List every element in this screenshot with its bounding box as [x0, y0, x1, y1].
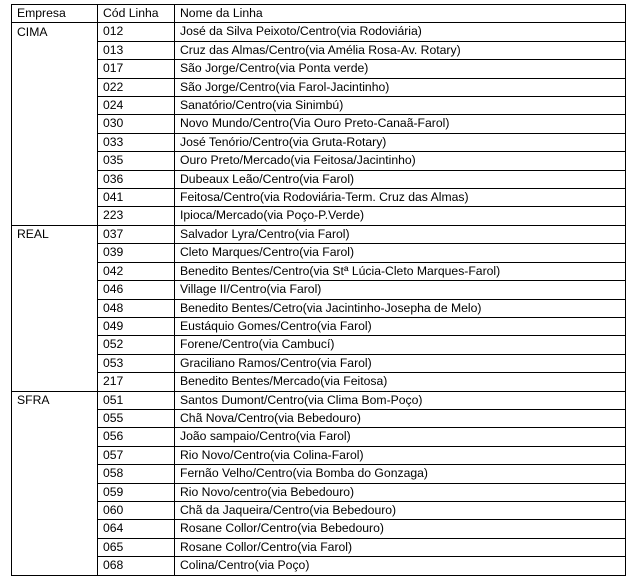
- line-name-cell: Benedito Bentes/Cetro(via Jacintinho-Josepha de Melo): [175, 299, 626, 317]
- table-row: [12, 78, 626, 96]
- company-cell: [12, 520, 98, 538]
- table-row: [12, 23, 626, 41]
- table-row: [12, 520, 626, 538]
- line-code-cell: 030: [98, 115, 175, 133]
- line-name-cell: Novo Mundo/Centro(Via Ouro Preto-Canaã-Farol): [175, 115, 626, 133]
- table-row: [12, 133, 626, 151]
- line-name-cell: Rio Novo/Centro(via Colina-Farol): [175, 446, 626, 464]
- line-name-cell: São Jorge/Centro(via Ponta verde): [175, 60, 626, 78]
- line-code-cell: 033: [98, 133, 175, 151]
- line-code-cell: 060: [98, 501, 175, 519]
- line-name-cell: Benedito Bentes/Centro(via Stª Lúcia-Cleto Marques-Farol): [175, 262, 626, 280]
- company-cell: [12, 557, 98, 575]
- line-code-cell: 017: [98, 60, 175, 78]
- line-name-cell: Rosane Collor/Centro(via Farol): [175, 538, 626, 556]
- table-row: [12, 391, 626, 409]
- line-name-cell: Forene/Centro(via Cambucí): [175, 336, 626, 354]
- line-code-cell: 065: [98, 538, 175, 556]
- company-cell: [12, 189, 98, 207]
- company-cell: [12, 244, 98, 262]
- line-code-cell: 059: [98, 483, 175, 501]
- table-row: [12, 446, 626, 464]
- header-line-name: Nome da Linha: [175, 5, 626, 23]
- line-name-cell: São Jorge/Centro(via Farol-Jacintinho): [175, 78, 626, 96]
- table-row: [12, 501, 626, 519]
- line-code-cell: 036: [98, 170, 175, 188]
- line-code-cell: 052: [98, 336, 175, 354]
- line-code-cell: 035: [98, 152, 175, 170]
- company-cell: REAL: [12, 225, 98, 243]
- table-header-row: [12, 5, 626, 23]
- line-code-cell: 051: [98, 391, 175, 409]
- line-code-cell: 046: [98, 281, 175, 299]
- line-code-cell: 048: [98, 299, 175, 317]
- table-row: [12, 60, 626, 78]
- table-row: [12, 189, 626, 207]
- company-cell: CIMA: [12, 23, 98, 41]
- company-cell: [12, 262, 98, 280]
- table-row: [12, 262, 626, 280]
- table-body: [12, 23, 626, 575]
- line-name-cell: Colina/Centro(via Poço): [175, 557, 626, 575]
- table-row: [12, 41, 626, 59]
- company-cell: [12, 97, 98, 115]
- line-code-cell: 037: [98, 225, 175, 243]
- company-cell: [12, 446, 98, 464]
- line-name-cell: Feitosa/Centro(via Rodoviária-Term. Cruz das Almas): [175, 189, 626, 207]
- company-cell: [12, 78, 98, 96]
- table-row: [12, 152, 626, 170]
- line-name-cell: Ouro Preto/Mercado(via Feitosa/Jacintinho): [175, 152, 626, 170]
- company-cell: [12, 428, 98, 446]
- table-row: [12, 244, 626, 262]
- line-name-cell: Chã Nova/Centro(via Bebedouro): [175, 409, 626, 427]
- company-cell: [12, 299, 98, 317]
- company-cell: [12, 60, 98, 78]
- company-cell: [12, 336, 98, 354]
- table-row: [12, 557, 626, 575]
- company-cell: [12, 538, 98, 556]
- line-code-cell: 013: [98, 41, 175, 59]
- line-code-cell: 039: [98, 244, 175, 262]
- company-cell: [12, 152, 98, 170]
- line-code-cell: 068: [98, 557, 175, 575]
- line-code-cell: 022: [98, 78, 175, 96]
- line-name-cell: Graciliano Ramos/Centro(via Farol): [175, 354, 626, 372]
- line-name-cell: João sampaio/Centro(via Farol): [175, 428, 626, 446]
- line-name-cell: Dubeaux Leão/Centro(via Farol): [175, 170, 626, 188]
- company-cell: [12, 354, 98, 372]
- table-row: [12, 483, 626, 501]
- line-name-cell: Sanatório/Centro(via Sinimbú): [175, 97, 626, 115]
- company-cell: [12, 281, 98, 299]
- company-cell: [12, 409, 98, 427]
- line-name-cell: Benedito Bentes/Mercado(via Feitosa): [175, 373, 626, 391]
- line-name-cell: Cruz das Almas/Centro(via Amélia Rosa-Av. Rotary): [175, 41, 626, 59]
- table-row: [12, 225, 626, 243]
- line-code-cell: 024: [98, 97, 175, 115]
- line-code-cell: 049: [98, 317, 175, 335]
- line-name-cell: José Tenório/Centro(via Gruta-Rotary): [175, 133, 626, 151]
- company-cell: [12, 115, 98, 133]
- line-name-cell: Rio Novo/centro(via Bebedouro): [175, 483, 626, 501]
- line-code-cell: 055: [98, 409, 175, 427]
- line-name-cell: Eustáquio Gomes/Centro(via Farol): [175, 317, 626, 335]
- line-name-cell: José da Silva Peixoto/Centro(via Rodoviária): [175, 23, 626, 41]
- table-row: [12, 281, 626, 299]
- line-code-cell: 058: [98, 465, 175, 483]
- table-row: [12, 538, 626, 556]
- line-code-cell: 012: [98, 23, 175, 41]
- header-line-code: Cód Linha: [98, 5, 175, 23]
- table-row: [12, 317, 626, 335]
- line-name-cell: Fernão Velho/Centro(via Bomba do Gonzaga): [175, 465, 626, 483]
- line-code-cell: 042: [98, 262, 175, 280]
- company-cell: [12, 207, 98, 225]
- table-row: [12, 170, 626, 188]
- line-code-cell: 223: [98, 207, 175, 225]
- line-code-cell: 056: [98, 428, 175, 446]
- company-cell: [12, 133, 98, 151]
- line-name-cell: Cleto Marques/Centro(via Farol): [175, 244, 626, 262]
- line-name-cell: Rosane Collor/Centro(via Bebedouro): [175, 520, 626, 538]
- company-cell: [12, 483, 98, 501]
- table-row: [12, 97, 626, 115]
- header-company: Empresa: [12, 5, 98, 23]
- table-row: [12, 428, 626, 446]
- table-row: [12, 207, 626, 225]
- line-name-cell: Village II/Centro(via Farol): [175, 281, 626, 299]
- line-name-cell: Salvador Lyra/Centro(via Farol): [175, 225, 626, 243]
- company-cell: [12, 170, 98, 188]
- company-cell: [12, 317, 98, 335]
- table-row: [12, 354, 626, 372]
- company-cell: [12, 465, 98, 483]
- company-cell: [12, 41, 98, 59]
- table-row: [12, 409, 626, 427]
- table-row: [12, 336, 626, 354]
- company-cell: [12, 501, 98, 519]
- line-code-cell: 057: [98, 446, 175, 464]
- company-cell: SFRA: [12, 391, 98, 409]
- line-code-cell: 217: [98, 373, 175, 391]
- line-code-cell: 041: [98, 189, 175, 207]
- line-name-cell: Ipioca/Mercado(via Poço-P.Verde): [175, 207, 626, 225]
- line-name-cell: Santos Dumont/Centro(via Clima Bom-Poço): [175, 391, 626, 409]
- company-cell: [12, 373, 98, 391]
- bus-lines-table: [11, 4, 626, 576]
- table-row: [12, 373, 626, 391]
- line-name-cell: Chã da Jaqueira/Centro(via Bebedouro): [175, 501, 626, 519]
- line-code-cell: 053: [98, 354, 175, 372]
- table-row: [12, 465, 626, 483]
- line-code-cell: 064: [98, 520, 175, 538]
- table-row: [12, 299, 626, 317]
- table-row: [12, 115, 626, 133]
